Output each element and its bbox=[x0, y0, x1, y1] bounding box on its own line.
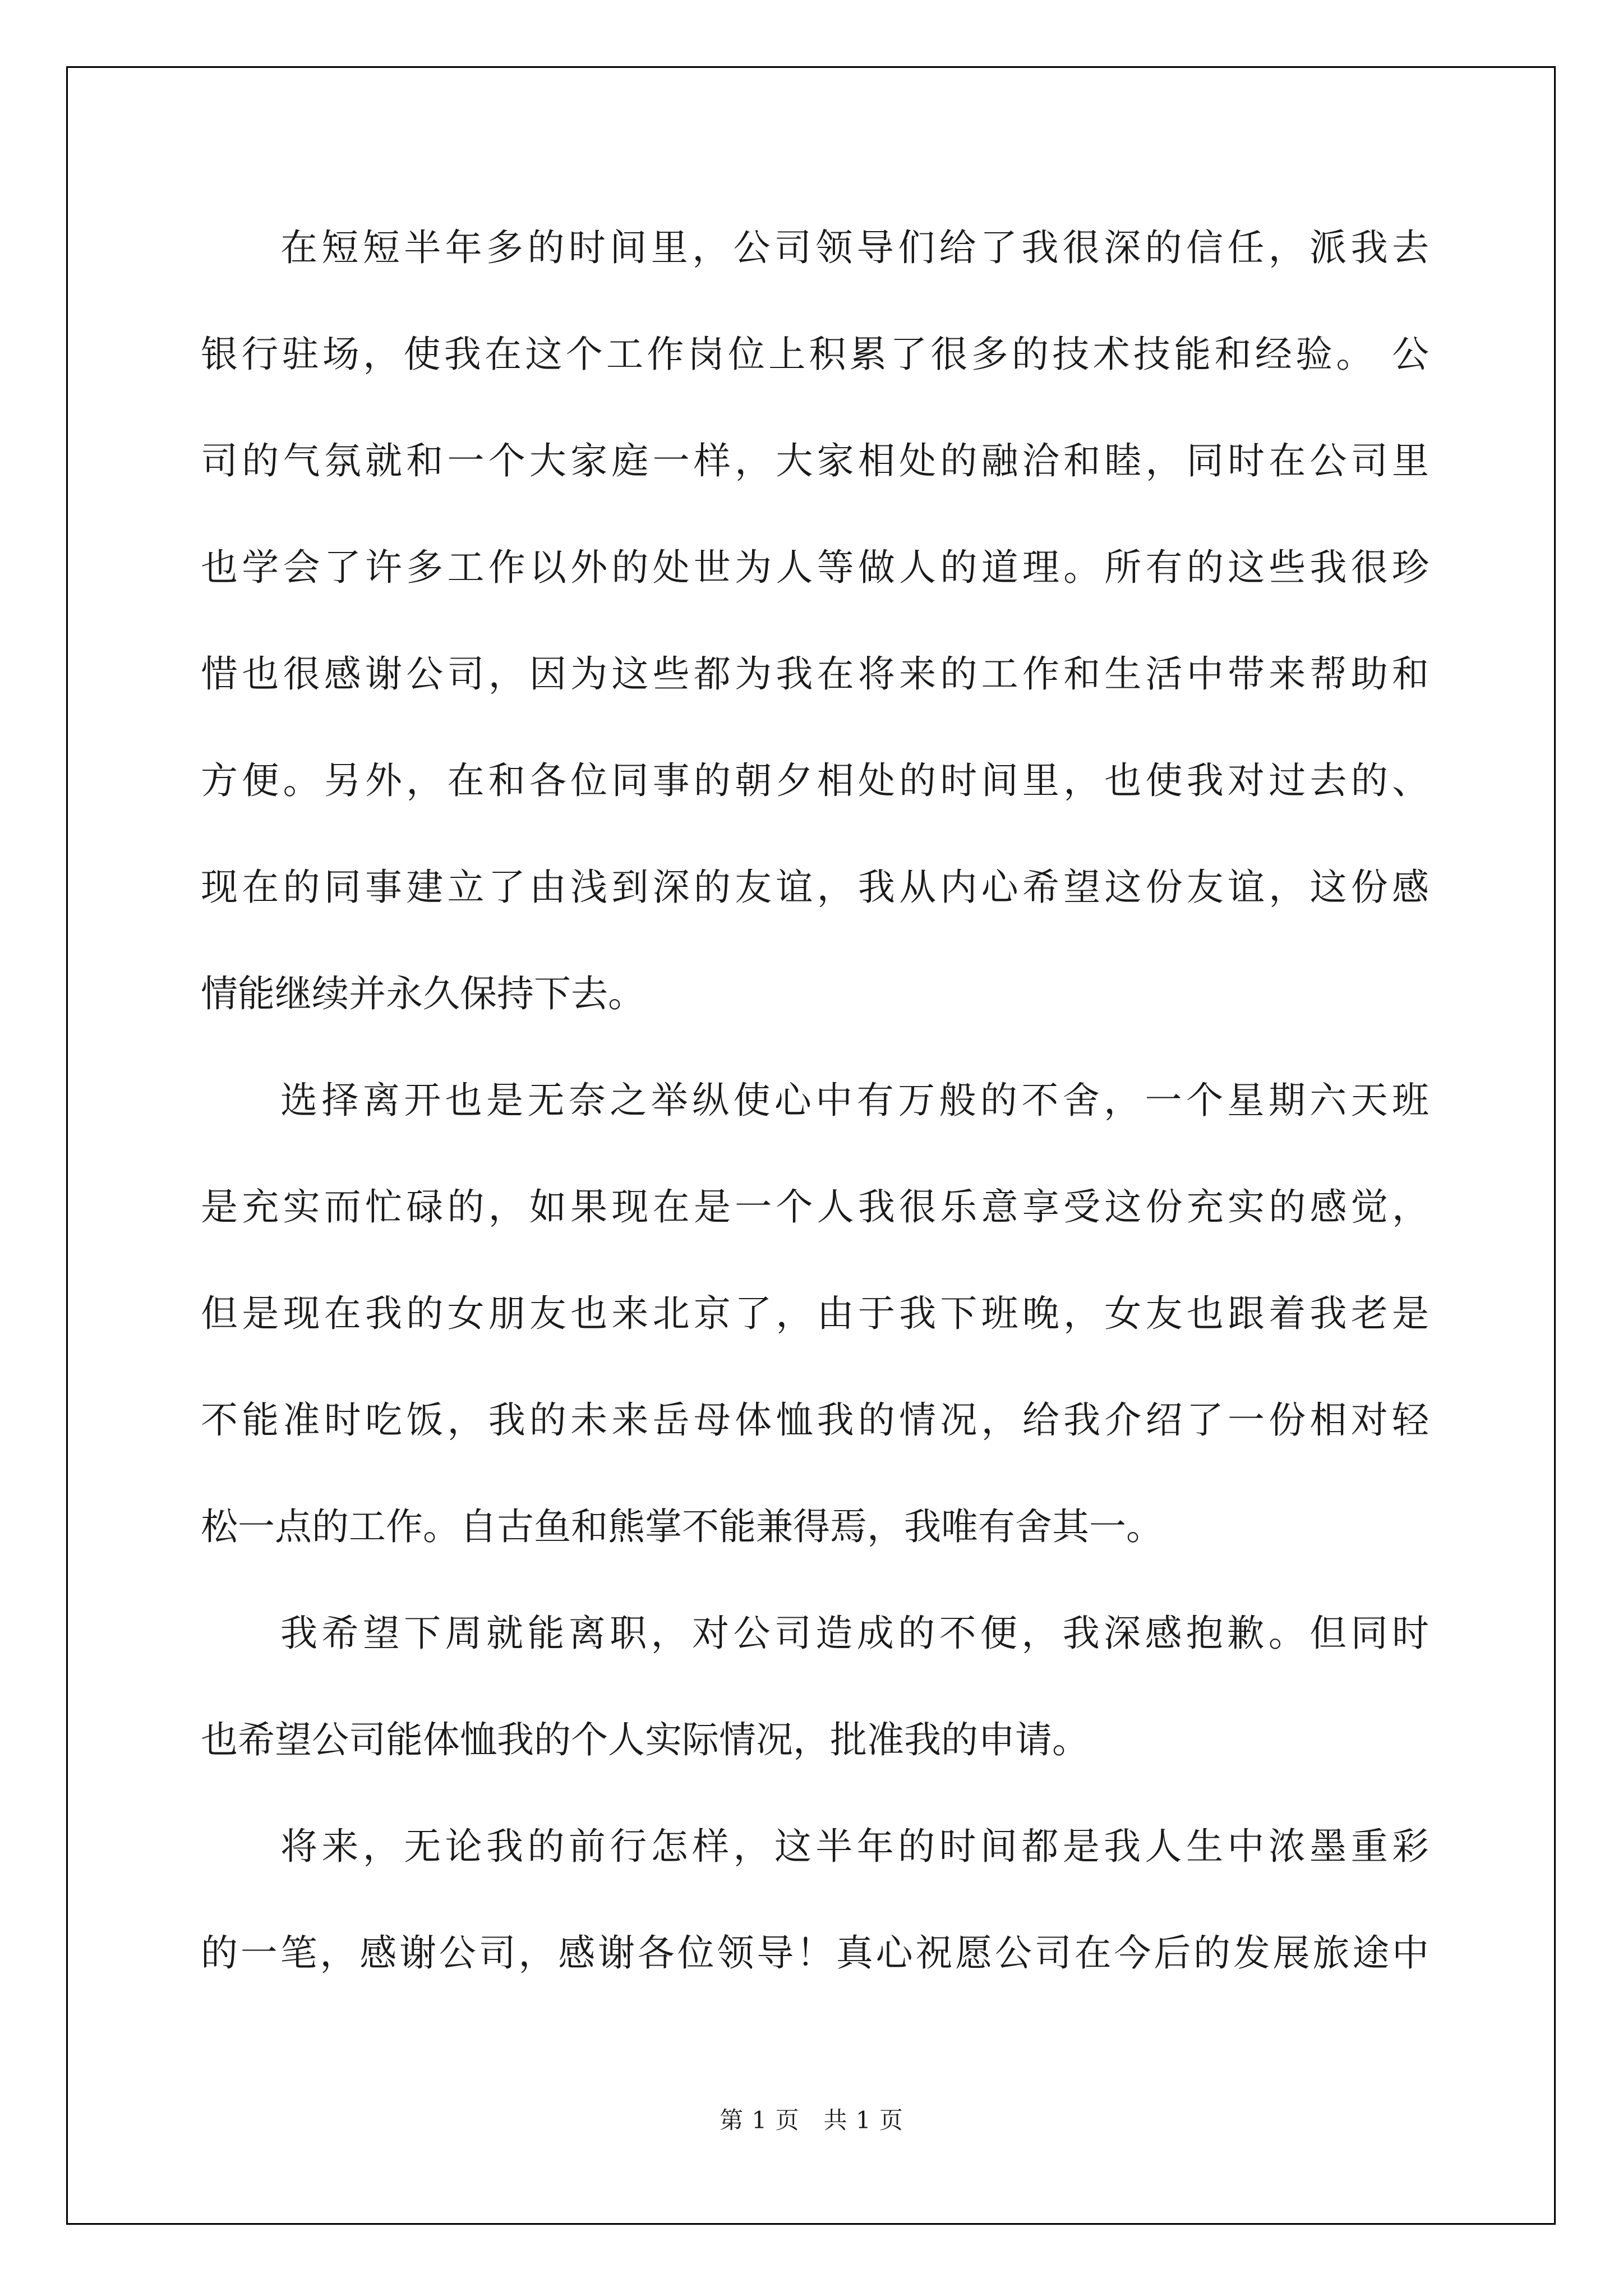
paragraph-1-line-3: 司的气氛就和一个大家庭一样，大家相处的融洽和睦，同时在公司里 bbox=[201, 439, 1429, 482]
paragraph-1-line-7: 现在的同事建立了由浅到深的友谊，我从内心希望这份友谊，这份感 bbox=[201, 866, 1429, 909]
paragraph-1-line-1: 在短短半年多的时间里，公司领导们给了我很深的信任，派我去 bbox=[280, 226, 1429, 269]
paragraph-2-line-2: 是充实而忙碌的，如果现在是一个人我很乐意享受这份充实的感觉， bbox=[201, 1185, 1429, 1228]
paragraph-1-line-5: 惜也很感谢公司，因为这些都为我在将来的工作和生活中带来帮助和 bbox=[201, 652, 1429, 696]
paragraph-1-line-8: 情能继续并永久保持下去。 bbox=[201, 972, 645, 1015]
paragraph-1-line-6: 方便。另外，在和各位同事的朝夕相处的时间里，也使我对过去的、 bbox=[201, 759, 1429, 802]
paragraph-2-line-4: 不能准时吃饭，我的未来岳母体恤我的情况，给我介绍了一份相对轻 bbox=[201, 1398, 1429, 1442]
paragraph-2-line-3: 但是现在我的女朋友也来北京了，由于我下班晚，女友也跟着我老是 bbox=[201, 1292, 1429, 1335]
paragraph-2-line-1: 选择离开也是无奈之举纵使心中有万般的不舍，一个星期六天班 bbox=[280, 1079, 1429, 1122]
paragraph-1-line-4: 也学会了许多工作以外的处世为人等做人的道理。所有的这些我很珍 bbox=[201, 546, 1429, 589]
page-footer: 第 1 页 共 1 页 bbox=[720, 2106, 903, 2134]
paragraph-3-line-2: 也希望公司能体恤我的个人实际情况，批准我的申请。 bbox=[201, 1718, 1089, 1761]
paragraph-2-line-5: 松一点的工作。自古鱼和熊掌不能兼得焉，我唯有舍其一。 bbox=[201, 1505, 1163, 1548]
page-border bbox=[66, 66, 1556, 2225]
paragraph-1-line-2: 银行驻场，使我在这个工作岗位上积累了很多的技术技能和经验。 公 bbox=[201, 333, 1429, 376]
paragraph-4-line-2: 的一笔，感谢公司，感谢各位领导！真心祝愿公司在今后的发展旅途中 bbox=[201, 1931, 1429, 1975]
paragraph-3-line-1: 我希望下周就能离职，对公司造成的不便，我深感抱歉。但同时 bbox=[280, 1612, 1429, 1655]
paragraph-4-line-1: 将来，无论我的前行怎样，这半年的时间都是我人生中浓墨重彩 bbox=[280, 1825, 1429, 1868]
